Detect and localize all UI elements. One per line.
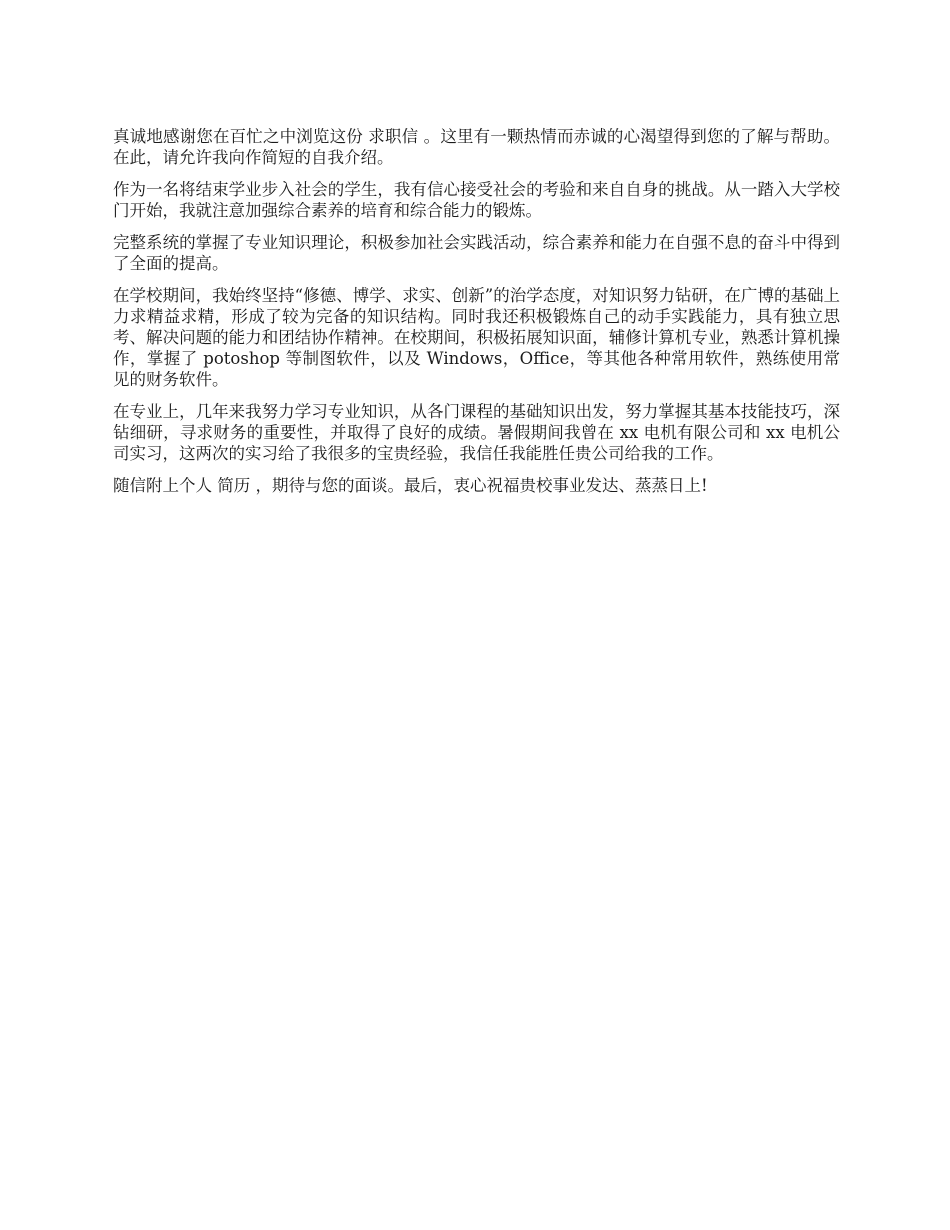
letter-body <box>113 126 840 507</box>
paragraph-greeting: 真诚地感谢您在百忙之中浏览这份 求职信 。这里有一颗热情而赤诚的心渴望得到您的了解与帮助。在此，请允许我向作简短的自我介绍。 <box>113 127 840 167</box>
paragraph-school-period: 在学校期间，我始终坚持“修德、博学、求实、创新”的治学态度，对知识努力钻研，在广博的基础上力求精益求精，形成了较为完备的知识结构。同时我还积极锻炼自己的动手实践能力，具有独立思考、解决问题的能力和团结协作精神。在校期间，积极拓展知识面，辅修计算机专业，熟悉计算机操作，掌握了 potoshop 等制图软件，以及 Windows，Office，等其他各种常用软件，熟练使用常见的财务软件。 <box>113 286 840 389</box>
paragraph-knowledge: 完整系统的掌握了专业知识理论，积极参加社会实践活动，综合素养和能力在自强不息的奋斗中得到了全面的提高。 <box>113 233 840 273</box>
paragraph-introduction: 作为一名将结束学业步入社会的学生，我有信心接受社会的考验和来自自身的挑战。从一踏入大学校门开始，我就注意加强综合素养的培育和综合能力的锻炼。 <box>113 180 840 220</box>
paragraph-professional: 在专业上，几年来我努力学习专业知识，从各门课程的基础知识出发，努力掌握其基本技能技巧，深钻细研，寻求财务的重要性，并取得了良好的成绩。暑假期间我曾在 xx 电机有限公司和 xx 电机公司实习，这两次的实习给了我很多的宝贵经验，我信任我能胜任贵公司给我的工作。 <box>113 402 840 463</box>
paragraph-closing: 随信附上个人 简历 ，期待与您的面谈。最后，衷心祝福贵校事业发达、蒸蒸日上! <box>113 476 708 495</box>
